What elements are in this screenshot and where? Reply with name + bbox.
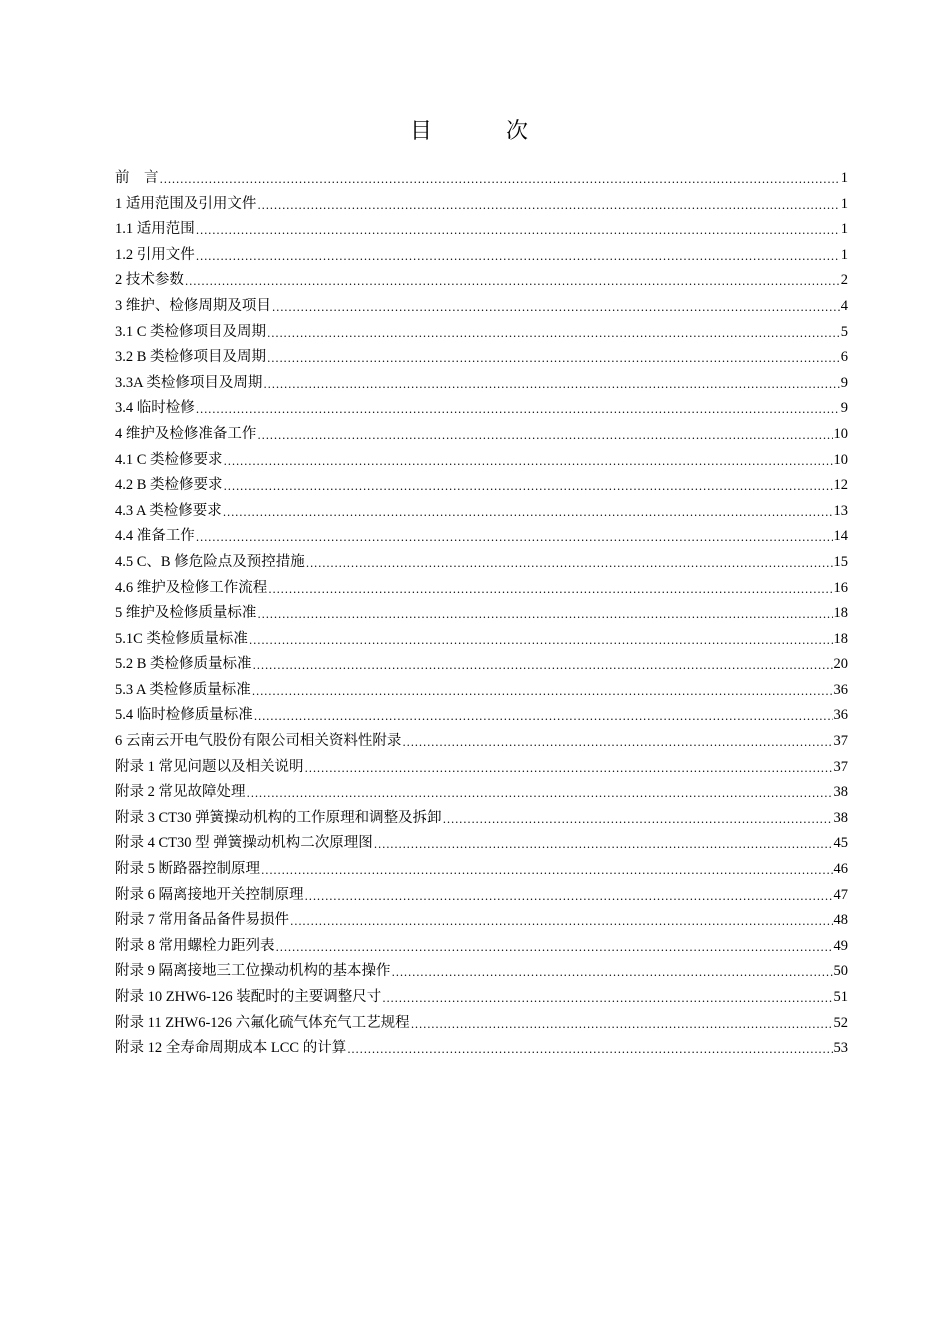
toc-entry-label: 4.6 维护及检修工作流程 — [115, 579, 268, 596]
toc-entry-page-number: 1 — [840, 170, 848, 186]
toc-entry-label: 附录 11 ZHW6-126 六氟化硫气体充气工艺规程 — [115, 1014, 410, 1031]
toc-dot-leader — [224, 474, 833, 500]
toc-entry[interactable] — [115, 320, 848, 346]
toc-entry-page-number: 45 — [833, 835, 848, 852]
toc-entry-page-number: 6 — [840, 349, 848, 366]
toc-dot-leader — [196, 397, 840, 423]
toc-entry[interactable] — [115, 499, 848, 525]
toc-entry[interactable] — [115, 243, 848, 269]
toc-entry-label: 附录 3 CT30 弹簧操动机构的工作原理和调整及拆卸 — [115, 809, 442, 826]
toc-dot-leader — [267, 346, 840, 372]
toc-entry-page-number: 1 — [840, 221, 848, 238]
toc-dot-leader — [382, 986, 832, 1012]
toc-dot-leader — [196, 218, 840, 244]
toc-entry-label: 前 言 — [115, 170, 159, 186]
toc-entry-page-number: 51 — [833, 989, 848, 1005]
toc-entry[interactable] — [115, 524, 848, 550]
toc-entry-page-number: 10 — [833, 451, 848, 468]
toc-dot-leader — [276, 935, 833, 961]
toc-entry-label: 4.2 B 类检修要求 — [115, 477, 223, 494]
toc-entry-label: 4 维护及检修准备工作 — [115, 425, 257, 442]
toc-entry-page-number: 10 — [833, 425, 848, 442]
toc-entry-page-number: 50 — [833, 963, 848, 980]
toc-entry[interactable] — [115, 166, 848, 192]
toc-entry-page-number: 1 — [840, 246, 848, 263]
toc-dot-leader — [411, 1012, 833, 1038]
toc-entry-page-number: 52 — [833, 1014, 848, 1031]
toc-entry-label: 附录 6 隔离接地开关控制原理 — [115, 886, 304, 903]
toc-entry[interactable] — [115, 1011, 848, 1037]
toc-entry-label: 1.1 适用范围 — [115, 221, 195, 238]
toc-dot-leader — [257, 193, 839, 219]
toc-entry-label: 附录 12 全寿命周期成本 LCC 的计算 — [115, 1040, 347, 1057]
toc-dot-leader — [160, 167, 840, 193]
toc-entry[interactable] — [115, 345, 848, 371]
toc-entry-label: 3.3A 类检修项目及周期 — [115, 374, 263, 391]
toc-dot-leader — [392, 960, 833, 986]
toc-entry[interactable] — [115, 857, 848, 883]
toc-entry-page-number: 14 — [833, 528, 848, 545]
toc-dot-leader — [196, 244, 840, 270]
toc-entry[interactable] — [115, 627, 848, 653]
toc-entry-page-number: 16 — [833, 579, 848, 596]
toc-entry[interactable] — [115, 371, 848, 397]
toc-entry-page-number: 1 — [840, 195, 848, 212]
toc-entry-label: 附录 5 断路器控制原理 — [115, 861, 260, 878]
toc-entry[interactable] — [115, 1036, 848, 1062]
toc-entry-label: 5.3 A 类检修质量标准 — [115, 681, 251, 698]
toc-entry-page-number: 20 — [833, 656, 848, 673]
toc-dot-leader — [402, 730, 832, 756]
toc-entry-page-number: 4 — [840, 297, 848, 314]
toc-entry-page-number: 46 — [833, 861, 848, 878]
toc-entry[interactable] — [115, 217, 848, 243]
page-title: 目 次 — [409, 119, 554, 144]
toc-dot-leader — [290, 909, 833, 935]
toc-dot-leader — [272, 295, 840, 321]
toc-entry-label: 附录 2 常见故障处理 — [115, 784, 246, 801]
toc-entry-page-number: 15 — [833, 553, 848, 570]
toc-dot-leader — [261, 858, 833, 884]
toc-entry-label: 5.4 临时检修质量标准 — [115, 707, 253, 724]
toc-entry-page-number: 12 — [833, 477, 848, 494]
toc-entry[interactable] — [115, 294, 848, 320]
toc-entry[interactable] — [115, 678, 848, 704]
toc-entry[interactable] — [115, 908, 848, 934]
toc-entry-label: 3.2 B 类检修项目及周期 — [115, 349, 267, 366]
toc-dot-leader — [374, 832, 833, 858]
toc-entry-page-number: 37 — [833, 733, 848, 750]
toc-entry-label: 6 云南云开电气股份有限公司相关资料性附录 — [115, 733, 402, 750]
toc-entry[interactable] — [115, 883, 848, 909]
toc-entry-label: 1.2 引用文件 — [115, 246, 195, 263]
toc-entry-label: 5 维护及检修质量标准 — [115, 605, 257, 622]
toc-entry-page-number: 37 — [833, 758, 848, 775]
toc-entry-page-number: 2 — [840, 272, 848, 289]
toc-dot-leader — [347, 1037, 832, 1063]
toc-entry[interactable] — [115, 934, 848, 960]
toc-entry-label: 4.3 A 类检修要求 — [115, 502, 222, 519]
toc-entry-label: 5.1C 类检修质量标准 — [115, 630, 248, 647]
toc-entry-page-number: 9 — [840, 374, 848, 391]
toc-entry-label: 4.4 准备工作 — [115, 528, 195, 545]
toc-dot-leader — [268, 577, 832, 603]
toc-entry[interactable] — [115, 473, 848, 499]
toc-entry-label: 附录 7 常用备品备件易损件 — [115, 912, 289, 929]
toc-dot-leader — [257, 423, 832, 449]
toc-entry-page-number: 18 — [833, 630, 848, 647]
toc-entry[interactable] — [115, 422, 848, 448]
toc-entry-page-number: 9 — [840, 400, 848, 417]
toc-dot-leader — [224, 449, 833, 475]
toc-entry-page-number: 36 — [833, 681, 848, 698]
toc-entry-page-number: 18 — [833, 605, 848, 622]
toc-entry-label: 1 适用范围及引用文件 — [115, 195, 257, 212]
table-of-contents — [115, 166, 848, 1062]
toc-entry[interactable] — [115, 755, 848, 781]
toc-entry[interactable] — [115, 959, 848, 985]
toc-entry-page-number: 13 — [833, 502, 848, 519]
toc-entry-page-number: 53 — [833, 1040, 848, 1057]
toc-dot-leader — [305, 884, 833, 910]
toc-dot-leader — [305, 756, 833, 782]
toc-entry[interactable] — [115, 831, 848, 857]
toc-dot-leader — [267, 321, 840, 347]
toc-entry-label: 3.1 C 类检修项目及周期 — [115, 323, 267, 340]
toc-dot-leader — [223, 500, 833, 526]
toc-entry[interactable] — [115, 703, 848, 729]
toc-entry-label: 3 维护、检修周期及项目 — [115, 297, 271, 314]
toc-entry-page-number: 38 — [833, 809, 848, 826]
toc-entry-label: 附录 10 ZHW6-126 装配时的主要调整尺寸 — [115, 989, 382, 1005]
toc-entry-label: 2 技术参数 — [115, 272, 184, 289]
toc-entry[interactable] — [115, 729, 848, 755]
toc-entry-label: 4.5 C、B 修危险点及预控措施 — [115, 553, 305, 570]
toc-entry-page-number: 48 — [833, 912, 848, 929]
toc-entry-page-number: 49 — [833, 937, 848, 954]
toc-entry-label: 附录 8 常用螺栓力距列表 — [115, 937, 275, 954]
toc-entry[interactable] — [115, 576, 848, 602]
toc-entry[interactable] — [115, 268, 848, 294]
toc-dot-leader — [257, 602, 832, 628]
toc-entry[interactable] — [115, 780, 848, 806]
toc-dot-leader — [306, 551, 833, 577]
toc-entry-page-number: 38 — [833, 784, 848, 801]
toc-dot-leader — [263, 372, 839, 398]
toc-dot-leader — [185, 269, 840, 295]
toc-entry[interactable] — [115, 652, 848, 678]
toc-dot-leader — [443, 807, 833, 833]
toc-entry-page-number: 5 — [840, 323, 848, 340]
toc-entry[interactable] — [115, 550, 848, 576]
toc-entry-label: 4.1 C 类检修要求 — [115, 451, 223, 468]
toc-entry-label: 5.2 B 类检修质量标准 — [115, 656, 252, 673]
toc-entry-page-number: 36 — [833, 707, 848, 724]
toc-entry[interactable] — [115, 448, 848, 474]
toc-entry[interactable] — [115, 192, 848, 218]
toc-entry[interactable] — [115, 396, 848, 422]
toc-entry[interactable] — [115, 806, 848, 832]
toc-entry[interactable] — [115, 985, 848, 1011]
toc-dot-leader — [253, 653, 833, 679]
toc-entry-label: 附录 9 隔离接地三工位操动机构的基本操作 — [115, 963, 391, 980]
toc-entry-label: 附录 1 常见问题以及相关说明 — [115, 758, 304, 775]
toc-entry-label: 附录 4 CT30 型 弹簧操动机构二次原理图 — [115, 835, 373, 852]
toc-dot-leader — [247, 781, 833, 807]
toc-dot-leader — [196, 525, 833, 551]
toc-dot-leader — [252, 679, 833, 705]
toc-entry-label: 3.4 临时检修 — [115, 400, 195, 417]
toc-entry[interactable] — [115, 601, 848, 627]
toc-dot-leader — [254, 704, 833, 730]
toc-entry-page-number: 47 — [833, 886, 848, 903]
toc-dot-leader — [249, 628, 833, 654]
